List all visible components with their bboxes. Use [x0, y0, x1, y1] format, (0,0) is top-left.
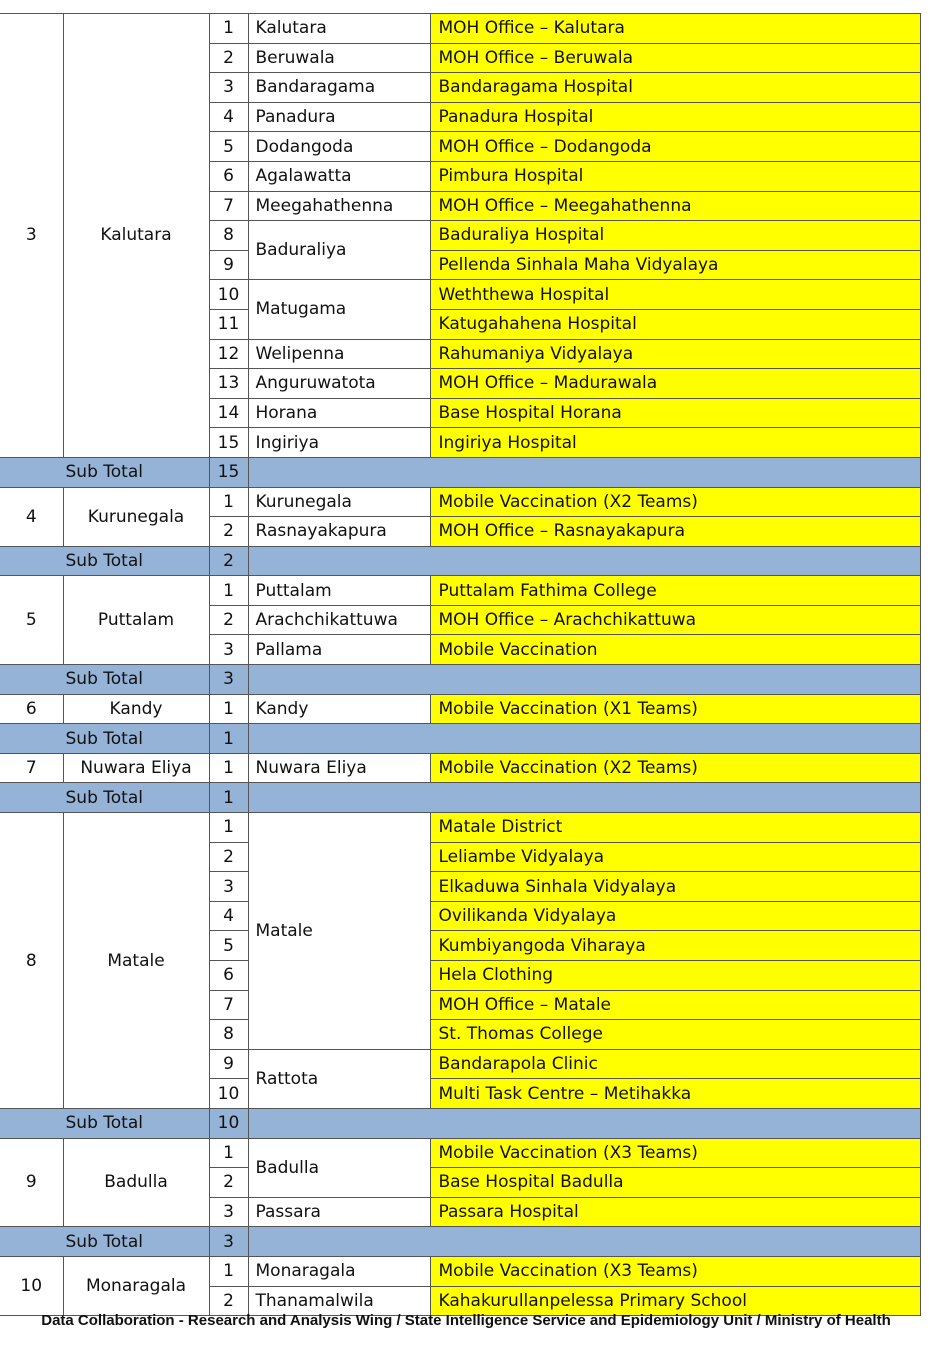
subtotal-count: 10 [209, 1108, 248, 1138]
subtotal-spacer [248, 665, 920, 695]
vaccination-site: MOH Office – Madurawala [430, 369, 920, 399]
vaccination-site: Panadura Hospital [430, 102, 920, 132]
entry-index: 9 [209, 250, 248, 280]
subtotal-row [0, 457, 920, 487]
moh-area-name: Anguruwatota [248, 369, 430, 399]
vaccination-site: Bandarapola Clinic [430, 1049, 920, 1079]
moh-area-name: Arachchikattuwa [248, 605, 430, 635]
moh-area-name: Bandaragama [248, 73, 430, 103]
entry-index: 11 [209, 309, 248, 339]
moh-area-name: Horana [248, 398, 430, 428]
moh-area-name: Badulla [248, 1138, 430, 1197]
entry-index: 1 [209, 813, 248, 843]
entry-index: 1 [209, 694, 248, 724]
district-number: 7 [0, 753, 63, 783]
entry-index: 8 [209, 1020, 248, 1050]
moh-area-name: Monaragala [248, 1256, 430, 1286]
entry-index: 1 [209, 753, 248, 783]
subtotal-label: Sub Total [0, 665, 209, 695]
entry-index: 2 [209, 842, 248, 872]
subtotal-row [0, 665, 920, 695]
entry-index: 7 [209, 990, 248, 1020]
moh-area-name: Matugama [248, 280, 430, 339]
district-name: Badulla [63, 1138, 209, 1227]
table-row [0, 1138, 920, 1168]
entry-index: 2 [209, 517, 248, 547]
vaccination-site: Hela Clothing [430, 961, 920, 991]
entry-index: 7 [209, 191, 248, 221]
subtotal-count: 1 [209, 783, 248, 813]
vaccination-site: Elkaduwa Sinhala Vidyalaya [430, 872, 920, 902]
table-row [0, 14, 920, 44]
table-row [0, 487, 920, 517]
entry-index: 9 [209, 1049, 248, 1079]
moh-area-name: Agalawatta [248, 161, 430, 191]
subtotal-label: Sub Total [0, 724, 209, 754]
entry-index: 5 [209, 132, 248, 162]
subtotal-count: 3 [209, 665, 248, 695]
vaccination-site: Baduraliya Hospital [430, 221, 920, 251]
vaccination-site: MOH Office – Meegahathenna [430, 191, 920, 221]
vaccination-site: Pellenda Sinhala Maha Vidyalaya [430, 250, 920, 280]
moh-area-name: Puttalam [248, 576, 430, 606]
subtotal-label: Sub Total [0, 783, 209, 813]
vaccination-site: Base Hospital Badulla [430, 1168, 920, 1198]
district-number: 8 [0, 813, 63, 1109]
vaccination-site: St. Thomas College [430, 1020, 920, 1050]
entry-index: 15 [209, 428, 248, 458]
district-name: Kandy [63, 694, 209, 724]
subtotal-spacer [248, 1108, 920, 1138]
entry-index: 13 [209, 369, 248, 399]
subtotal-spacer [248, 724, 920, 754]
vaccination-site: Rahumaniya Vidyalaya [430, 339, 920, 369]
moh-area-name: Passara [248, 1197, 430, 1227]
moh-area-name: Meegahathenna [248, 191, 430, 221]
entry-index: 10 [209, 1079, 248, 1109]
district-number: 5 [0, 576, 63, 665]
table-row [0, 813, 920, 843]
entry-index: 8 [209, 221, 248, 251]
subtotal-spacer [248, 457, 920, 487]
vaccination-site: Leliambe Vidyalaya [430, 842, 920, 872]
subtotal-spacer [248, 546, 920, 576]
subtotal-row [0, 783, 920, 813]
moh-area-name: Pallama [248, 635, 430, 665]
table-row [0, 753, 920, 783]
entry-index: 3 [209, 1197, 248, 1227]
moh-area-name: Kandy [248, 694, 430, 724]
subtotal-spacer [248, 783, 920, 813]
entry-index: 2 [209, 605, 248, 635]
vaccination-site: MOH Office – Dodangoda [430, 132, 920, 162]
vaccination-site: Kumbiyangoda Viharaya [430, 931, 920, 961]
entry-index: 6 [209, 161, 248, 191]
subtotal-count: 15 [209, 457, 248, 487]
entry-index: 12 [209, 339, 248, 369]
entry-index: 2 [209, 1286, 248, 1316]
entry-index: 1 [209, 487, 248, 517]
district-number: 3 [0, 14, 63, 458]
subtotal-label: Sub Total [0, 457, 209, 487]
vaccination-site: Mobile Vaccination (X2 Teams) [430, 487, 920, 517]
moh-area-name: Panadura [248, 102, 430, 132]
entry-index: 4 [209, 102, 248, 132]
vaccination-site: Ingiriya Hospital [430, 428, 920, 458]
vaccination-site: Matale District [430, 813, 920, 843]
subtotal-count: 1 [209, 724, 248, 754]
vaccination-site: Katugahahena Hospital [430, 309, 920, 339]
entry-index: 3 [209, 635, 248, 665]
district-name: Nuwara Eliya [63, 753, 209, 783]
entry-index: 3 [209, 872, 248, 902]
moh-area-name: Rattota [248, 1049, 430, 1108]
subtotal-label: Sub Total [0, 1227, 209, 1257]
entry-index: 2 [209, 43, 248, 73]
moh-area-name: Ingiriya [248, 428, 430, 458]
subtotal-row [0, 1108, 920, 1138]
vaccination-site: Kahakurullanpelessa Primary School [430, 1286, 920, 1316]
moh-area-name: Kalutara [248, 14, 430, 44]
vaccination-site: MOH Office – Rasnayakapura [430, 517, 920, 547]
subtotal-label: Sub Total [0, 546, 209, 576]
entry-index: 1 [209, 1138, 248, 1168]
district-name: Matale [63, 813, 209, 1109]
vaccination-site: Ovilikanda Vidyalaya [430, 901, 920, 931]
entry-index: 6 [209, 961, 248, 991]
vaccination-centres-table [0, 13, 921, 1316]
subtotal-spacer [248, 1227, 920, 1257]
table-row [0, 576, 920, 606]
vaccination-site: Mobile Vaccination (X2 Teams) [430, 753, 920, 783]
vaccination-site: Weththewa Hospital [430, 280, 920, 310]
moh-area-name: Thanamalwila [248, 1286, 430, 1316]
moh-area-name: Nuwara Eliya [248, 753, 430, 783]
district-name: Kurunegala [63, 487, 209, 546]
vaccination-site: Bandaragama Hospital [430, 73, 920, 103]
entry-index: 14 [209, 398, 248, 428]
entry-index: 1 [209, 576, 248, 606]
subtotal-row [0, 546, 920, 576]
entry-index: 10 [209, 280, 248, 310]
district-number: 9 [0, 1138, 63, 1227]
moh-area-name: Rasnayakapura [248, 517, 430, 547]
entry-index: 1 [209, 1256, 248, 1286]
vaccination-site: MOH Office – Arachchikattuwa [430, 605, 920, 635]
district-name: Kalutara [63, 14, 209, 458]
vaccination-site: MOH Office – Kalutara [430, 14, 920, 44]
vaccination-site: Mobile Vaccination [430, 635, 920, 665]
moh-area-name: Dodangoda [248, 132, 430, 162]
district-name: Puttalam [63, 576, 209, 665]
subtotal-row [0, 1227, 920, 1257]
moh-area-name: Matale [248, 813, 430, 1050]
vaccination-site: Passara Hospital [430, 1197, 920, 1227]
entry-index: 2 [209, 1168, 248, 1198]
subtotal-count: 3 [209, 1227, 248, 1257]
vaccination-site: MOH Office – Matale [430, 990, 920, 1020]
vaccination-site: Base Hospital Horana [430, 398, 920, 428]
data-source-footer: Data Collaboration - Research and Analysis Wing / State Intelligence Service and Epidemiology Unit / Ministry of Health [41, 1312, 891, 1329]
vaccination-site: Puttalam Fathima College [430, 576, 920, 606]
moh-area-name: Welipenna [248, 339, 430, 369]
table-row [0, 694, 920, 724]
district-name: Monaragala [63, 1256, 209, 1315]
vaccination-site: MOH Office – Beruwala [430, 43, 920, 73]
vaccination-site: Multi Task Centre – Metihakka [430, 1079, 920, 1109]
district-number: 10 [0, 1256, 63, 1315]
vaccination-site: Pimbura Hospital [430, 161, 920, 191]
moh-area-name: Beruwala [248, 43, 430, 73]
vaccination-site: Mobile Vaccination (X1 Teams) [430, 694, 920, 724]
entry-index: 5 [209, 931, 248, 961]
moh-area-name: Baduraliya [248, 221, 430, 280]
vaccination-site: Mobile Vaccination (X3 Teams) [430, 1256, 920, 1286]
district-number: 4 [0, 487, 63, 546]
subtotal-row [0, 724, 920, 754]
table-body [0, 14, 920, 1316]
subtotal-count: 2 [209, 546, 248, 576]
table-row [0, 1256, 920, 1286]
entry-index: 3 [209, 73, 248, 103]
moh-area-name: Kurunegala [248, 487, 430, 517]
district-number: 6 [0, 694, 63, 724]
entry-index: 1 [209, 14, 248, 44]
entry-index: 4 [209, 901, 248, 931]
vaccination-site: Mobile Vaccination (X3 Teams) [430, 1138, 920, 1168]
subtotal-label: Sub Total [0, 1108, 209, 1138]
